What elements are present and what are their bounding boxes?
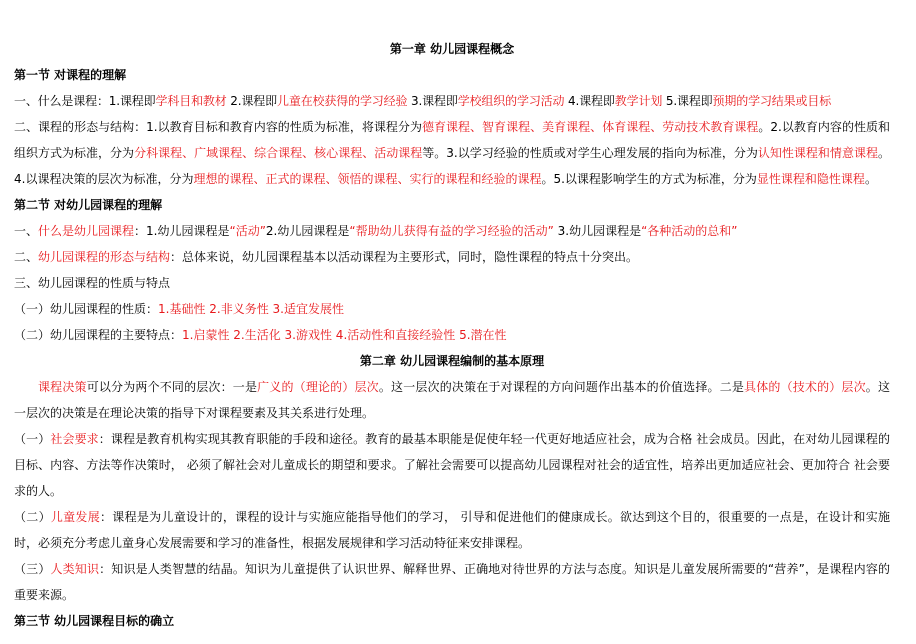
chapter-2-title: 第二章 幼儿园课程编制的基本原理	[359, 354, 545, 368]
section-1-title: 第一节 对课程的理解	[14, 68, 127, 82]
section-2-title: 第二节 对幼儿园课程的理解	[14, 198, 163, 212]
features-line: （二）幼儿园课程的主要特点：1.启蒙性 2.生活化 3.游戏性 4.活动性和直接经验性 5.潜在性	[14, 328, 507, 342]
chapter-1-title: 第一章 幼儿园课程概念	[389, 42, 515, 56]
kindergarten-curriculum-line: 一、什么是幼儿园课程：1.幼儿园课程是“活动”2.幼儿园课程是“帮助幼儿获得有益的学习经验的活动” 3.幼儿园课程是“各种活动的总和”	[14, 224, 738, 238]
human-knowledge-paragraph: （三）人类知识：知识是人类智慧的结晶。知识为儿童提供了认识世界、解释世界、正确地对待世界的方法与态度。知识是儿童发展所需要的“营养”，是课程内容的重要来源。	[14, 562, 890, 602]
forms-structure-line: 二、幼儿园课程的形态与结构：总体来说，幼儿园课程基本以活动课程为主要形式，同时，隐性课程的特点十分突出。	[14, 250, 639, 264]
social-requirement-paragraph: （一）社会要求：课程是教育机构实现其教育职能的手段和途径。教育的最基本职能是促使年轻一代更好地适应社会，成为合格 社会成员。因此，在对幼儿园课程的目标、内容、方法等作决策时， 必须了解社会对儿童成长的期望和要求。了解社会需要可以提高幼儿园课程对社会的适宜性，培养出更加适应社会、更加符合 社会要求的人。	[14, 432, 890, 498]
child-development-paragraph: （二）儿童发展：课程是为儿童设计的，课程的设计与实施应能指导他们的学习， 引导和促进他们的健康成长。欲达到这个目的，很重要的一点是，在设计和实施时，必须充分考虑儿童身心发展需要和学习的准备性，根据发展规律和学习活动特征来安排课程。	[14, 510, 890, 550]
decision-levels-paragraph: 课程决策可以分为两个不同的层次：一是广义的（理论的）层次。这一层次的决策在于对课程的方向问题作出基本的价值选择。二是具体的（技术的）层次。这一层次的决策是在理论决策的指导下对课程要素及其关系进行处理。	[14, 380, 890, 420]
document-page	[14, 36, 890, 628]
section-3-title: 第三节 幼儿园课程目标的确立	[14, 614, 175, 628]
nature-features-heading: 三、幼儿园课程的性质与特点	[14, 276, 171, 290]
nature-line: （一）幼儿园课程的性质：1.基础性 2.非义务性 3.适宜发展性	[14, 302, 344, 316]
what-is-curriculum-line: 一、什么是课程：1.课程即学科目和教材 2.课程即儿童在校获得的学习经验 3.课程即学校组织的学习活动 4.课程即教学计划 5.课程即预期的学习结果或目标	[14, 94, 832, 108]
curriculum-forms-paragraph: 二、课程的形态与结构：1.以教育目标和教育内容的性质为标准，将课程分为德育课程、智育课程、美育课程、体育课程、劳动技术教育课程。2.以教育内容的性质和组织方式为标准，分为分科课程、广域课程、综合课程、核心课程、活动课程等。3.以学习经验的性质或对学生心理发展的指向为标准，分为认知性课程和情意课程。4.以课程决策的层次为标准，分为理想的课程、正式的课程、领悟的课程、实行的课程和经验的课程。5.以课程影响学生的方式为标准，分为显性课程和隐性课程。	[14, 120, 890, 186]
